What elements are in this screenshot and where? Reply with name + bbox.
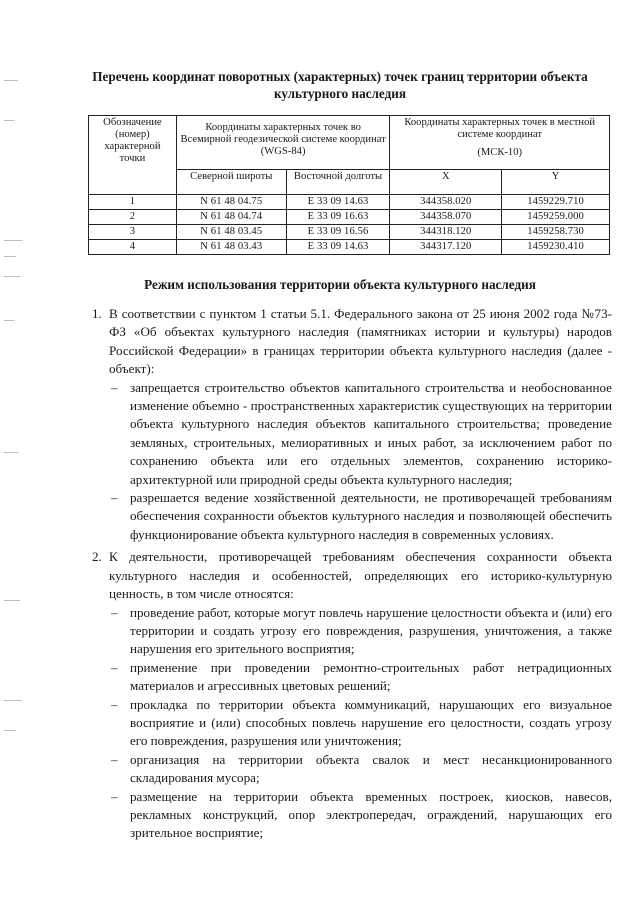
dash-bullet: – xyxy=(111,751,118,767)
regulations-list xyxy=(92,305,612,843)
sub-item-text: запрещается строительство объектов капитального строительства и необоснованное изменение объемно - пространственных характеристик существующих на территории объекта культурного наследия объектов капитального строительства; проведение земляных, строительных, мелиоративных и иных работ, за исключением работ по сохранению объекта или его отдельных элементов, сохранению историко-архитектурной или природной среды объекта культурного наследия; xyxy=(130,379,612,487)
sub-item-text: организация на территории объекта свалок и мест несанкционированного складирования мусора; xyxy=(130,751,612,786)
point-number: 1 xyxy=(89,195,177,210)
y-cell: 1459229.710 xyxy=(502,195,610,210)
subheader-x: X xyxy=(390,170,502,195)
y-cell: 1459230.410 xyxy=(502,240,610,255)
table-row xyxy=(89,240,610,255)
list-item-text: В соответствии с пунктом 1 статьи 5.1. Федерального закона от 25 июня 2002 года №73-ФЗ «Об объектах культурного наследия (памятниках истории и культуры) народов Российской Федерации» в границах территории объекта культурного наследия (далее - объект): xyxy=(109,306,612,377)
section-title: Режим использования территории объекта культурного наследия xyxy=(144,277,536,292)
sub-item xyxy=(109,489,612,544)
list-item-number: 2. xyxy=(92,549,102,565)
list-item-text: К деятельности, противоречащей требованиям обеспечения сохранности объекта культурного наследия и особенностей, определяющих его историко-культурную ценность, в том числе относятся: xyxy=(109,549,612,602)
longitude-cell: E 33 09 14.63 xyxy=(286,240,390,255)
header-local-label: Координаты характерных точек в местной системе координат xyxy=(404,117,596,140)
list-item-1 xyxy=(92,305,612,379)
sub-item-text: разрешается ведение хозяйственной деятельности, не противоречащей требованиям обеспечения сохранности объектов культурного наследия и позволяющей обеспечить функционирование объекта культурного наследия в современных условиях. xyxy=(130,490,612,542)
sub-item xyxy=(109,751,612,788)
point-number: 2 xyxy=(89,210,177,225)
list-item-2 xyxy=(92,548,612,603)
header-wgs84: Координаты характерных точек во Всемирной геодезической системе координат (WGS-84) xyxy=(176,116,390,170)
y-cell: 1459259.000 xyxy=(502,210,610,225)
subheader-y: Y xyxy=(502,170,610,195)
subheader-longitude: Восточной долготы xyxy=(286,170,390,195)
dash-bullet: – xyxy=(111,490,118,506)
latitude-cell: N 61 48 04.74 xyxy=(176,210,286,225)
dash-bullet: – xyxy=(111,788,118,804)
page-title: Перечень координат поворотных (характерных) точек границ территории объекта культурного наследия xyxy=(92,69,588,101)
sub-item xyxy=(109,788,612,843)
sub-item xyxy=(109,604,612,659)
table-header-row xyxy=(89,116,610,170)
dash-bullet: – xyxy=(111,379,118,395)
sub-item xyxy=(109,659,612,696)
x-cell: 344318.120 xyxy=(390,225,502,240)
dash-bullet: – xyxy=(111,604,118,620)
point-number: 3 xyxy=(89,225,177,240)
list-item-number: 1. xyxy=(92,306,102,321)
scan-artifacts xyxy=(4,80,44,780)
x-cell: 344358.020 xyxy=(390,195,502,210)
sub-item-text: прокладка по территории объекта коммуникаций, нарушающих его визуальное восприятие и (или) способных повлечь нарушение его целостности, создать угрозу его повреждения, разрушения или уничтожения; xyxy=(130,696,612,749)
point-number: 4 xyxy=(89,240,177,255)
table-row xyxy=(89,210,610,225)
header-designation: Обозначение (номер) характерной точки xyxy=(89,116,177,195)
table-row xyxy=(89,195,610,210)
table-row xyxy=(89,225,610,240)
longitude-cell: E 33 09 14.63 xyxy=(286,195,390,210)
sub-item xyxy=(109,379,612,489)
header-local-msk: (МСК-10) xyxy=(477,147,523,158)
x-cell: 344317.120 xyxy=(390,240,502,255)
latitude-cell: N 61 48 03.43 xyxy=(176,240,286,255)
latitude-cell: N 61 48 03.45 xyxy=(176,225,286,240)
latitude-cell: N 61 48 04.75 xyxy=(176,195,286,210)
sub-item-text: применение при проведении ремонтно-строительных работ нетрадиционных материалов и агрессивных цветовых решений; xyxy=(130,659,612,694)
y-cell: 1459258.730 xyxy=(502,225,610,240)
longitude-cell: E 33 09 16.56 xyxy=(286,225,390,240)
longitude-cell: E 33 09 16.63 xyxy=(286,210,390,225)
sub-item-text: проведение работ, которые могут повлечь нарушение целостности объекта и (или) его территории и создать угрозу его повреждения, разрушения, уничтожения, а также нарушения его зрительного восприятия; xyxy=(130,604,612,657)
dash-bullet: – xyxy=(111,696,118,712)
coordinates-table xyxy=(88,115,610,255)
x-cell: 344358.070 xyxy=(390,210,502,225)
dash-bullet: – xyxy=(111,659,118,675)
subheader-latitude: Северной широты xyxy=(176,170,286,195)
header-local-system xyxy=(390,116,610,170)
sub-item-text: размещение на территории объекта временных построек, киосков, навесов, рекламных конструкций, опор электропередач, ограждений, нарушающих его зрительное восприятие; xyxy=(130,788,612,841)
sub-item xyxy=(109,696,612,751)
